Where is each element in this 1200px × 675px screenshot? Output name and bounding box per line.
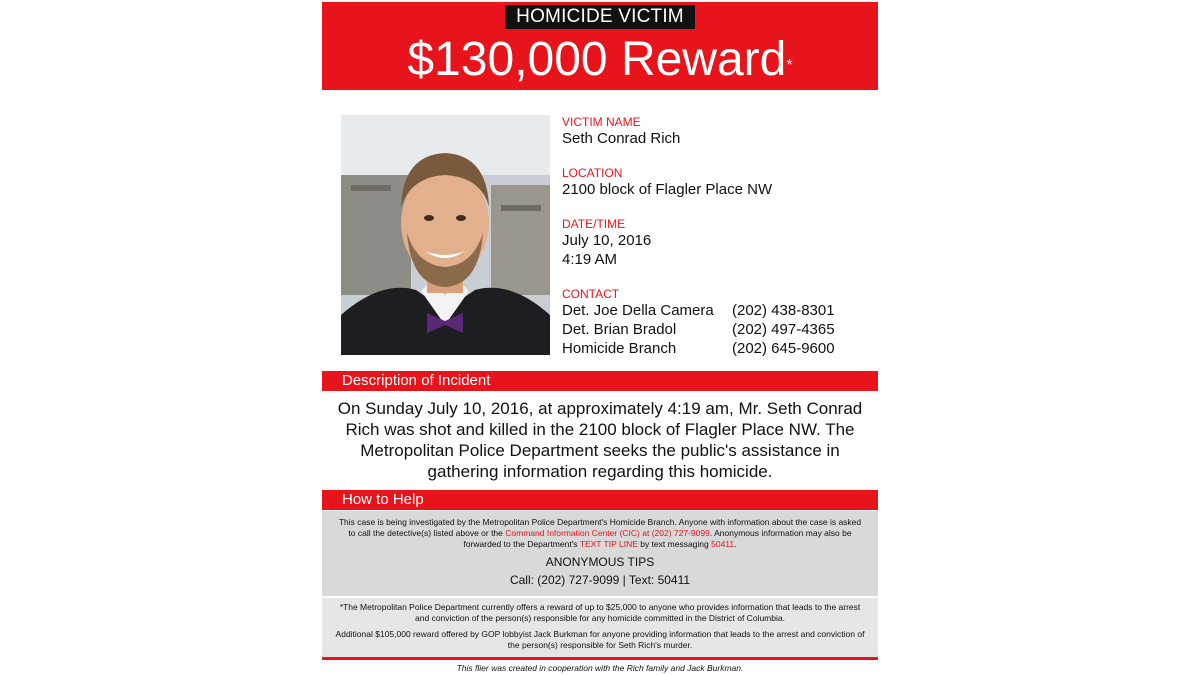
incident-description: On Sunday July 10, 2016, at approximately 4:19 am, Mr. Seth Conrad Rich was shot and killed in the 2100 block of Flagler Place NW. The Metropolitan Police Department seeks the public's assistance in gathering information regarding this homicide. bbox=[337, 399, 863, 481]
datetime-label: DATE/TIME bbox=[562, 217, 626, 231]
contact-name: Det. Brian Bradol bbox=[562, 321, 677, 338]
contact-name: Homicide Branch bbox=[562, 340, 677, 357]
anonymous-tips-contact: Call: (202) 727-9099 | Text: 50411 bbox=[509, 573, 691, 587]
location-block bbox=[562, 166, 862, 199]
mpd-reward-note: *The Metropolitan Police Department currently offers a reward of up to $25,000 to anyone who provides information that leads to the arrest and conviction of the person(s) responsible for any homicide committed in the District of Columbia. bbox=[339, 602, 861, 623]
anonymous-tips-title: ANONYMOUS TIPS bbox=[545, 555, 655, 569]
contact-name: Det. Joe Della Camera bbox=[562, 302, 714, 319]
contact-label: CONTACT bbox=[562, 287, 620, 301]
reward-amount: $130,000 Reward bbox=[407, 33, 787, 86]
contact-row bbox=[562, 320, 862, 339]
help-instructions bbox=[336, 517, 864, 550]
datetime-block bbox=[562, 217, 862, 269]
contact-phone[interactable]: (202) 645-9600 bbox=[732, 340, 835, 357]
reward-title bbox=[322, 30, 878, 90]
victim-portrait-image bbox=[341, 115, 550, 355]
homicide-victim-badge: HOMICIDE VICTIM bbox=[505, 5, 695, 29]
contact-row bbox=[562, 301, 862, 320]
tip-number-link[interactable]: 50411 bbox=[711, 539, 735, 549]
flyer-footer: This flier was created in cooperation with the Rich family and Jack Burkman. bbox=[456, 663, 744, 673]
text-tip-line-link[interactable]: TEXT TIP LINE bbox=[579, 539, 638, 549]
cic-phone-link[interactable]: Command Information Center (CIC) at (202) 727-9099 bbox=[505, 528, 710, 538]
victim-photo bbox=[341, 115, 550, 355]
reward-fine-print bbox=[322, 598, 878, 660]
help-text-part: by text messaging bbox=[637, 539, 712, 549]
incident-date: July 10, 2016 bbox=[562, 232, 652, 249]
additional-reward-note: Additional $105,000 reward offered by GOP lobbyist Jack Burkman for anyone providing information that leads to the arrest and conviction of the person(s) responsible for Seth Rich's murder. bbox=[335, 629, 865, 650]
reward-asterisk: * bbox=[786, 57, 793, 74]
how-to-help-panel bbox=[322, 511, 878, 596]
reward-flyer bbox=[322, 0, 878, 675]
flyer-header bbox=[322, 2, 878, 90]
incident-time: 4:19 AM bbox=[562, 251, 618, 268]
victim-name-label: VICTIM NAME bbox=[562, 115, 641, 129]
contact-phone[interactable]: (202) 438-8301 bbox=[732, 302, 835, 319]
victim-name: Seth Conrad Rich bbox=[562, 130, 681, 147]
contact-phone[interactable]: (202) 497-4365 bbox=[732, 321, 835, 338]
contact-block bbox=[562, 287, 862, 358]
location-label: LOCATION bbox=[562, 166, 623, 180]
victim-name-block bbox=[562, 115, 862, 148]
description-heading: Description of Incident bbox=[322, 371, 878, 391]
how-to-help-heading: How to Help bbox=[322, 490, 878, 510]
help-text-part: . bbox=[734, 539, 737, 549]
contact-row bbox=[562, 339, 862, 358]
help-text-part: . Anonymous information may also be forwarded to the Department's bbox=[463, 528, 852, 549]
help-text-part: This case is being investigated by the Metropolitan Police Department's Homicide Branch. Anyone with information about the case is asked to call the detective(s) listed above or the bbox=[338, 517, 862, 538]
location-value: 2100 block of Flagler Place NW bbox=[562, 181, 773, 198]
